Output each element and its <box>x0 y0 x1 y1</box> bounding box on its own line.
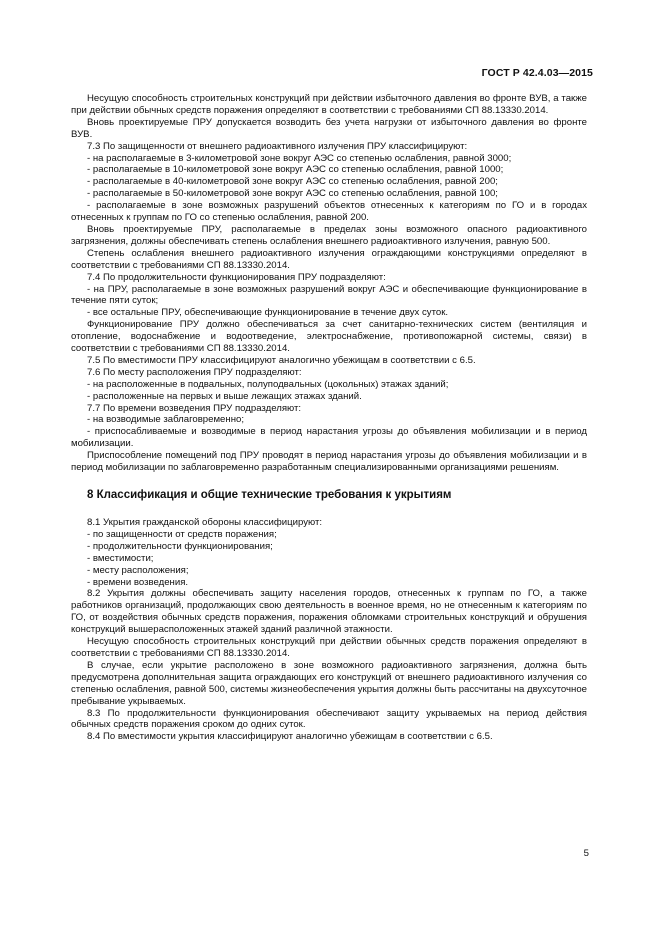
list-item: - на располагаемые в 3-километровой зоне вокруг АЭС со степенью ослабления, равной 3000; <box>87 152 512 164</box>
section-heading: 8 Классификация и общие технические требования к укрытиям <box>87 489 452 501</box>
paragraph: Функционирование ПРУ должно обеспечиваться за счет санитарно-технических систем (вентиляция и отопление, водоснабжение и водоотведение, электроснабжение, противопожарной системы, связи) в соответствии с требованиями СП 88.13330.2014. <box>71 319 587 355</box>
paragraph: 8.4 По вместимости укрытия классифицируют аналогично убежищам в соответствии с 6.5. <box>87 731 493 743</box>
body-text <box>71 93 587 743</box>
list-item: - все остальные ПРУ, обеспечивающие функционирование в течение двух суток. <box>87 307 449 319</box>
paragraph: 7.6 По месту расположения ПРУ подразделяют: <box>87 366 302 378</box>
list-item: - располагаемые в 50-километровой зоне вокруг АЭС со степенью ослабления, равной 100; <box>87 188 498 200</box>
list-item: - на возводимые заблаговременно; <box>87 414 244 426</box>
list-item: - на расположенные в подвальных, полуподвальных (цокольных) этажах зданий; <box>87 378 449 390</box>
list-item: - на ПРУ, располагаемые в зоне возможных разрушений вокруг АЭС и обеспечивающие функционирование в течение пяти суток; <box>71 283 587 307</box>
paragraph: 7.7 По времени возведения ПРУ подразделяют: <box>87 402 302 414</box>
document-code: ГОСТ Р 42.4.03—2015 <box>481 67 593 79</box>
page-number: 5 <box>583 848 589 859</box>
paragraph: Вновь проектируемые ПРУ, располагаемые в пределах зоны возможного опасного радиоактивного загрязнения, должны обеспечивать степень ослабления внешнего радиоактивного излучения, равную 500. <box>71 223 587 247</box>
paragraph: Несущую способность строительных конструкций при действии избыточного давления во фронте ВУВ, а также при действии обычных средств поражения определяют в соответствии с требованиями СП 88.13330.2014. <box>71 93 587 116</box>
paragraph: Несущую способность строительных конструкций при действии обычных средств поражения определяют в соответствии с требованиями СП 88.13330.2014. <box>71 636 587 659</box>
paragraph: 7.4 По продолжительности функционирования ПРУ подразделяют: <box>87 271 386 283</box>
paragraph: 7.3 По защищенности от внешнего радиоактивного излучения ПРУ классифицируют: <box>87 140 468 152</box>
list-item: - располагаемые в 40-километровой зоне вокруг АЭС со степенью ослабления, равной 200; <box>87 176 498 188</box>
list-item: - располагаемые в 10-километровой зоне вокруг АЭС со степенью ослабления, равной 1000; <box>87 164 504 176</box>
list-item: - продолжительности функционирования; <box>87 540 273 552</box>
paragraph: Приспособление помещений под ПРУ проводят в период нарастания угрозы до объявления мобилизации и в период мобилизации по заблаговременно разработанным специализированными организациями решениям. <box>71 450 587 474</box>
paragraph: 8.2 Укрытия должны обеспечивать защиту населения городов, отнесенных к группам по ГО, а также работников организаций, продолжающих свою деятельность в военное время, но не отнесенным к категориям по ГО, от воздействия обычных средств поражения, поражения обломками строительных конструкций и обрушения конструкций вышерасположенных этажей зданий различной этажности. <box>71 588 587 636</box>
list-item: - расположенные на первых и выше лежащих этажах зданий. <box>87 390 362 402</box>
list-item: - времени возведения. <box>87 576 189 588</box>
paragraph: 8.3 По продолжительности функционирования обеспечивают защиту укрываемых на период действия обычных средств поражения сроком до одних суток. <box>71 707 587 731</box>
paragraph: В случае, если укрытие расположено в зоне возможного радиоактивного загрязнения, должна быть предусмотрена дополнительная защита ограждающих его конструкций от внешнего радиоактивного излучения со степенью ослабления, равной 500, системы жизнеобеспечения укрытия должны быть рассчитаны на двухсуточное пребывание укрываемых. <box>71 659 587 707</box>
list-item: - приспосабливаемые и возводимые в период нарастания угрозы до объявления мобилизации и в период мобилизации. <box>71 426 587 450</box>
paragraph: Степень ослабления внешнего радиоактивного излучения ограждающими конструкциями определяют в соответствии с требованиями СП 88.13330.2014. <box>71 247 587 271</box>
paragraph: 8.1 Укрытия гражданской обороны классифицируют: <box>87 517 323 528</box>
list-item: - располагаемые в зоне возможных разрушений объектов отнесенных к категориям по ГО и в городах отнесенных к группам по ГО со степенью ослабления, равной 200. <box>71 200 587 224</box>
list-item: - месту расположения; <box>87 564 189 576</box>
list-item: - вместимости; <box>87 552 154 564</box>
paragraph: 7.5 По вместимости ПРУ классифицируют аналогично убежищам в соответствии с 6.5. <box>87 354 476 366</box>
list-item: - по защищенности от средств поражения; <box>87 528 277 540</box>
paragraph: Вновь проектируемые ПРУ допускается возводить без учета нагрузки от избыточного давления во фронте ВУВ. <box>71 116 587 140</box>
